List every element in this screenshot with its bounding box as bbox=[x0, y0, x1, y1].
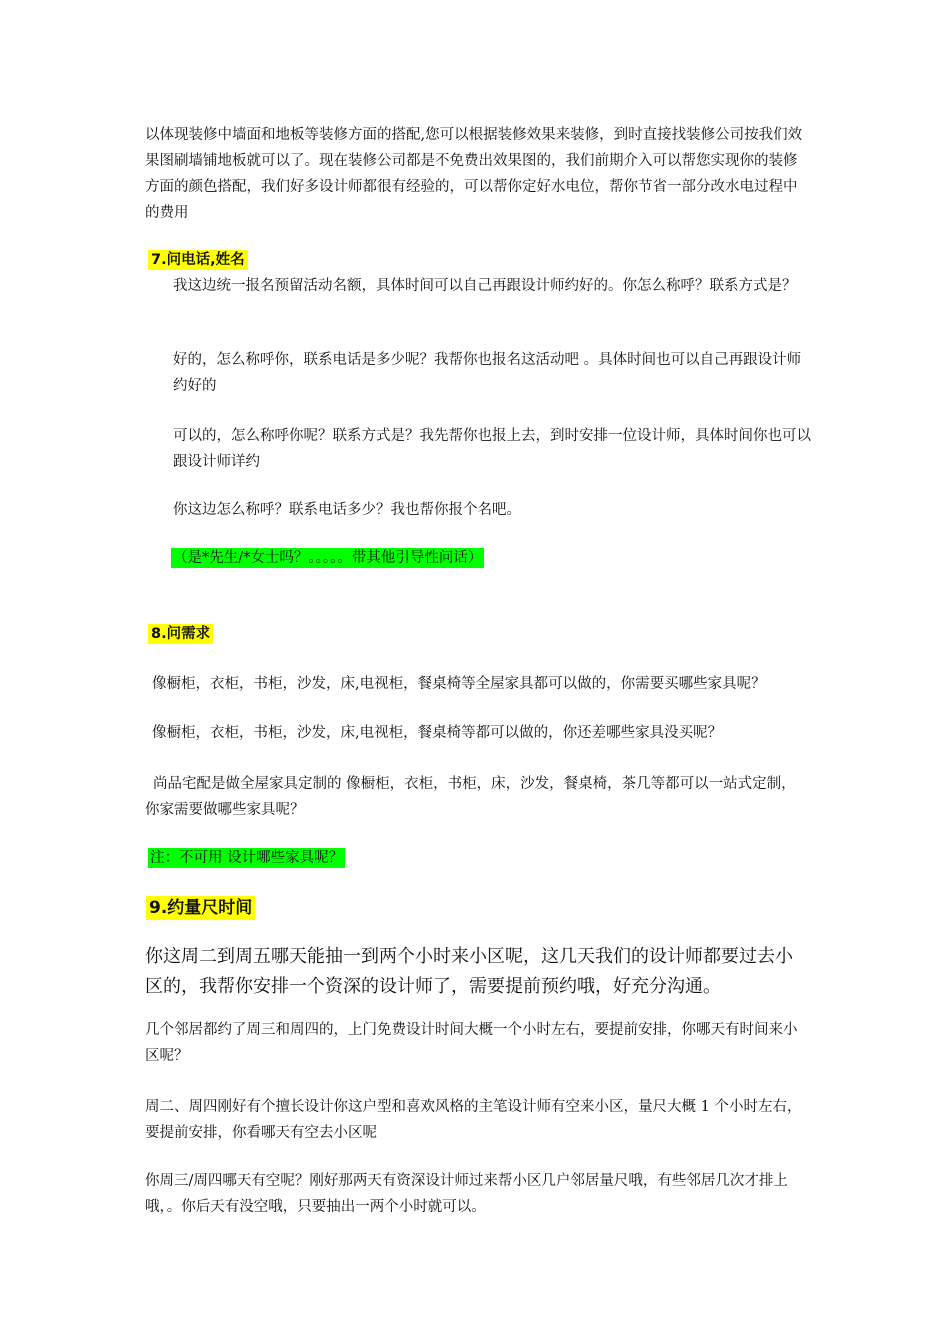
section-7-paragraph-2: 好的，怎么称呼你，联系电话是多少呢？我帮你也报名这活动吧 。具体时间也可以自己再跟设计师约好的 bbox=[173, 352, 802, 394]
intro-paragraph: 以体现装修中墙面和地板等装修方面的搭配,您可以根据装修效果来装修，到时直接找装修公司按我们效果图刷墙铺地板就可以了。现在装修公司都是不免费出效果图的，我们前期介入可以帮您实现你的装修方面的颜色搭配，我们好多设计师都很有经验的，可以帮你定好水电位，帮你节省一部分改水电过程中的费用 bbox=[145, 127, 803, 221]
section-8-paragraph-2: 像橱柜，衣柜，书柜，沙发，床,电视柜，餐桌椅等都可以做的，你还差哪些家具没买呢？ bbox=[152, 725, 723, 741]
section-9-paragraph-3: 你周三/周四哪天有空呢？刚好那两天有资深设计师过来帮小区几户邻居量尺哦，有些邻居几次才排上哦，。你后天有没空哦，只要抽出一两个小时就可以。 bbox=[145, 1173, 788, 1215]
section-7-heading: 7.问电话,姓名 bbox=[148, 250, 248, 270]
section-8-paragraph-3: 尚品宅配是做全屋家具定制的 像橱柜，衣柜，书柜，床，沙发，餐桌椅，茶几等都可以一站式定制，你家需要做哪些家具呢？ bbox=[145, 776, 796, 818]
section-9-paragraph-2: 周二、周四刚好有个擅长设计你这户型和喜欢风格的主笔设计师有空来小区，量尺大概 1 个小时左右，要提前安排，你看哪天有空去小区呢 bbox=[145, 1099, 802, 1141]
section-9-paragraph-1: 几个邻居都约了周三和周四的，上门免费设计时间大概一个小时左右，要提前安排，你哪天有时间来小区呢？ bbox=[145, 1022, 798, 1064]
section-7-paragraph-1: 我这边统一报名预留活动名额，具体时间可以自己再跟设计师约好的。你怎么称呼？联系方式是？ bbox=[173, 278, 797, 294]
section-7-note: （是*先生/*女士吗？。。。。。带其他引导性问话） bbox=[173, 550, 483, 566]
section-7-paragraph-4: 你这边怎么称呼？联系电话多少？我也帮你报个名吧。 bbox=[173, 502, 521, 518]
section-7-paragraph-3: 可以的，怎么称呼你呢？联系方式是？我先帮你也报上去，到时安排一位设计师，具体时间你也可以跟设计师详约 bbox=[173, 428, 811, 470]
section-8-heading: 8.问需求 bbox=[148, 624, 213, 644]
section-8-note: 注：不可用 设计哪些家具呢？ bbox=[150, 850, 344, 866]
section-9-heading: 9.约量尺时间 bbox=[146, 896, 255, 920]
section-8-paragraph-1: 像橱柜，衣柜，书柜，沙发，床,电视柜，餐桌椅等全屋家具都可以做的，你需要买哪些家具呢？ bbox=[152, 676, 766, 692]
section-9-lead: 你这周二到周五哪天能抽一到两个小时来小区呢，这几天我们的设计师都要过去小区的，我帮你安排一个资深的设计师了，需要提前预约哦，好充分沟通。 bbox=[145, 946, 793, 997]
